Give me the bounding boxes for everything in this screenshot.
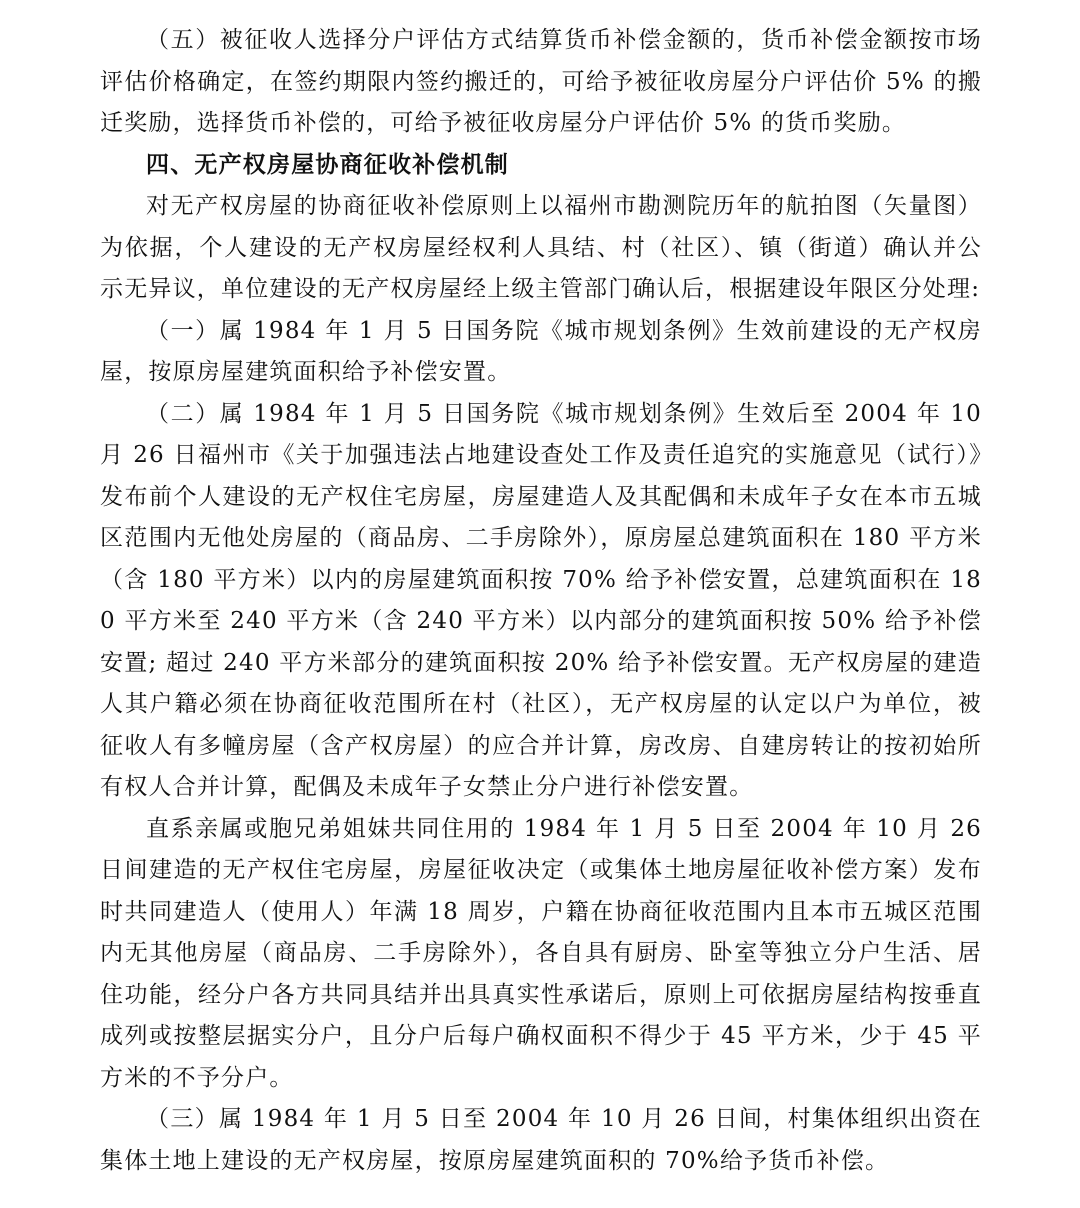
paragraph-section-intro: 对无产权房屋的协商征收补偿原则上以福州市勘测院历年的航拍图（矢量图）为依据，个人建设的无产权房屋经权利人具结、村（社区）、镇（街道）确认并公示无异议，单位建设的无产权房屋经上级主管部门确认后，根据建设年限区分处理: [100,193,982,302]
paragraph-valuation-bonus: （五）被征收人选择分户评估方式结算货币补偿金额的，货币补偿金额按市场评估价格确定，在签约期限内签约搬迁的，可给予被征收房屋分户评估价 5% 的搬迁奖励，选择货币补偿的，可给予被征收房屋分户评估价 5% 的货币奖励。 [100,27,982,136]
paragraph-item-3: （三）属 1984 年 1 月 5 日至 2004 年 10 月 26 日间，村集体组织出资在集体土地上建设的无产权房屋，按原房屋建筑面积的 70%给予货币补偿。 [100,1106,982,1174]
document-page [100,20,982,1182]
paragraph-item-2-relatives: 直系亲属或胞兄弟姐妹共同住用的 1984 年 1 月 5 日至 2004 年 10 月 26 日间建造的无产权住宅房屋，房屋征收决定（或集体土地房屋征收补偿方案）发布时共同建造人（使用人）年满 18 周岁，户籍在协商征收范围内且本市五城区范围内无其他房屋（商品房、二手房除外），各自具有厨房、卧室等独立分户生活、居住功能，经分户各方共同具结并出具真实性承诺后，原则上可依据房屋结构按垂直成列或按整层据实分户，且分户后每户确权面积不得少于 45 平方米，少于 45 平方米的不予分户。 [100,815,982,1091]
section-heading: 四、无产权房屋协商征收补偿机制 [146,151,509,178]
paragraph-item-1: （一）属 1984 年 1 月 5 日国务院《城市规划条例》生效前建设的无产权房屋，按原房屋建筑面积给予补偿安置。 [100,317,982,385]
paragraph-item-2: （二）属 1984 年 1 月 5 日国务院《城市规划条例》生效后至 2004 年 10 月 26 日福州市《关于加强违法占地建设查处工作及责任追究的实施意见（试行）》发布前个人建设的无产权住宅房屋，房屋建造人及其配偶和未成年子女在本市五城区范围内无他处房屋的（商品房、二手房除外），原房屋总建筑面积在 180 平方米（含 180 平方米）以内的房屋建筑面积按 70% 给予补偿安置，总建筑面积在 180 平方米至 240 平方米（含 240 平方米）以内部分的建筑面积按 50% 给予补偿安置; 超过 240 平方米部分的建筑面积按 20% 给予补偿安置。无产权房屋的建造人其户籍必须在协商征收范围所在村（社区），无产权房屋的认定以户为单位，被征收人有多幢房屋（含产权房屋）的应合并计算，房改房、自建房转让的按初始所有权人合并计算，配偶及未成年子女禁止分户进行补偿安置。 [100,400,982,800]
